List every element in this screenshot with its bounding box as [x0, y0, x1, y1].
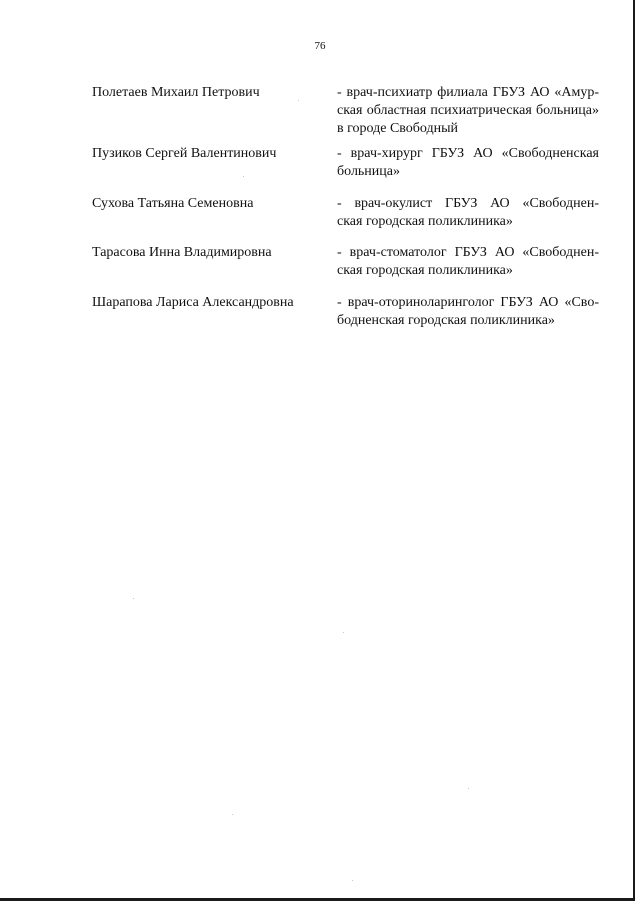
- person-name: Полетаев Михаил Петрович: [92, 85, 260, 100]
- description-line: больница»: [337, 164, 400, 179]
- page-number: 76: [314, 40, 326, 52]
- description-line: - врач-стоматолог ГБУЗ АО «Свободнен-: [337, 245, 599, 260]
- position-description: [337, 294, 599, 330]
- position-description: [337, 195, 599, 231]
- person-name: Сухова Татьяна Семеновна: [92, 196, 254, 211]
- scan-speck: [243, 176, 244, 177]
- scan-speck: [468, 788, 469, 789]
- description-line: - врач-психиатр филиала ГБУЗ АО «Амур-: [337, 85, 599, 100]
- scan-speck: [133, 598, 134, 599]
- description-line: - врач-хирург ГБУЗ АО «Свободненская: [337, 146, 599, 161]
- person-name: Пузиков Сергей Валентинович: [92, 146, 277, 161]
- scan-speck: [343, 632, 344, 633]
- position-description: [337, 145, 599, 181]
- person-name: Тарасова Инна Владимировна: [92, 245, 272, 260]
- position-description: [337, 244, 599, 280]
- description-line: в городе Свободный: [337, 121, 459, 136]
- person-name: Шарапова Лариса Александровна: [92, 295, 294, 310]
- description-line: - врач-оториноларинголог ГБУЗ АО «Сво-: [337, 295, 599, 310]
- position-description: [337, 84, 599, 138]
- scan-speck: [232, 814, 233, 815]
- description-line: ская городская поликлиника»: [337, 214, 513, 229]
- description-line: ская областная психиатрическая больница»: [337, 103, 599, 118]
- description-line: ская городская поликлиника»: [337, 263, 513, 278]
- description-line: - врач-окулист ГБУЗ АО «Свободнен-: [337, 196, 599, 211]
- scan-speck: [298, 100, 299, 101]
- scan-speck: [352, 880, 353, 881]
- description-line: бодненская городская поликлиника»: [337, 313, 555, 328]
